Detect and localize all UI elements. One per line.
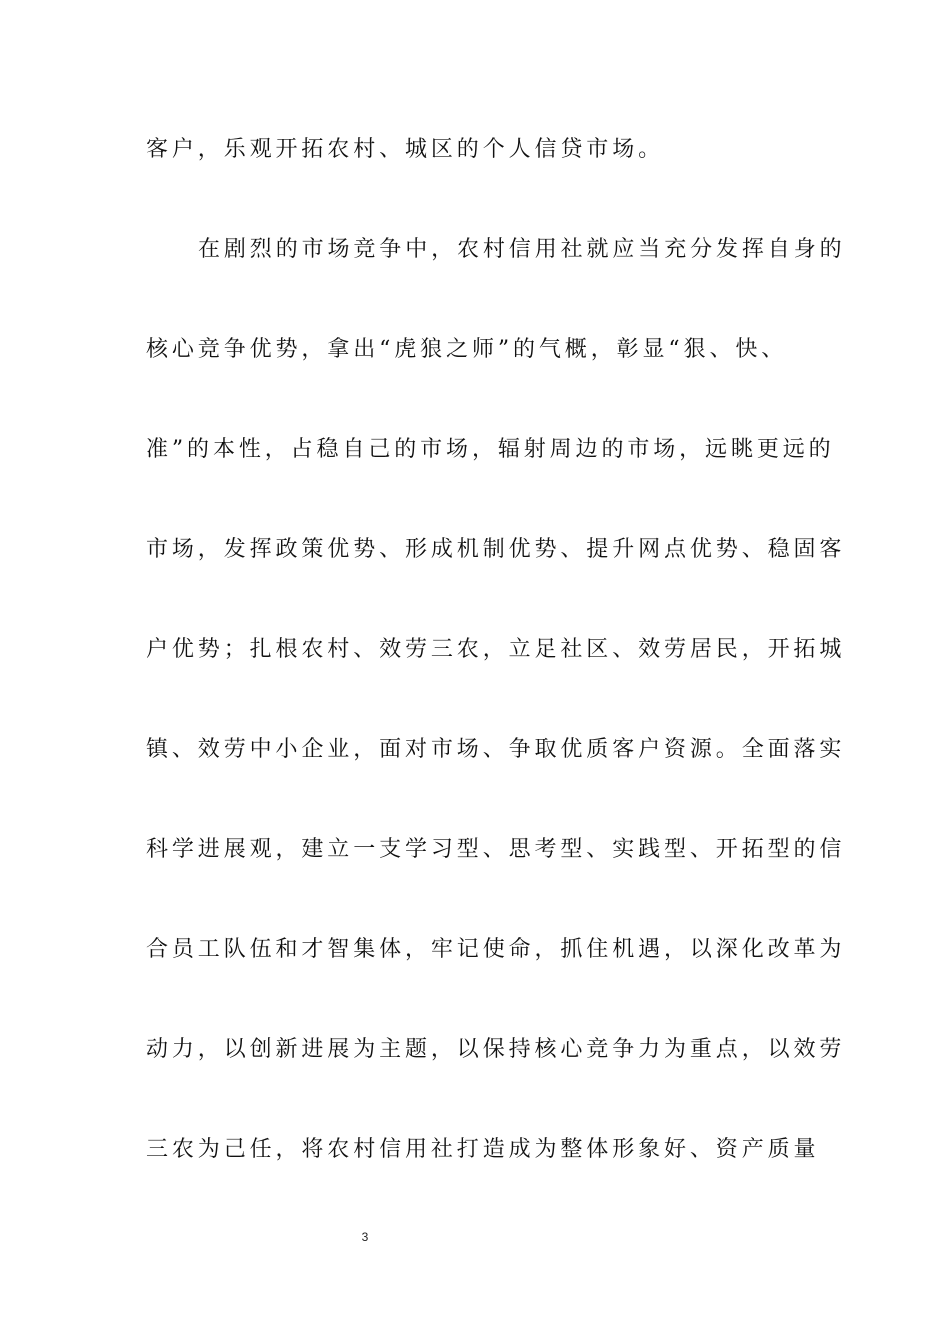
text-line-1: 客户，乐观开拓农村、城区的个人信贷市场。: [146, 137, 665, 162]
text-line-10: 动力，以创新进展为主题，以保持核心竞争力为重点，以效劳: [146, 1037, 846, 1062]
text-line-8: 科学进展观，建立一支学习型、思考型、实践型、开拓型的信: [146, 837, 846, 862]
text-line-2: 在剧烈的市场竞争中，农村信用社就应当充分发挥自身的: [198, 237, 846, 262]
page-number: 3: [361, 1230, 369, 1244]
text-line-3: 核心竞争优势，拿出“虎狼之师”的气概，彰显“狠、快、: [146, 337, 788, 362]
text-line-11: 三农为己任，将农村信用社打造成为整体形象好、资产质量: [146, 1137, 820, 1162]
text-line-9: 合员工队伍和才智集体，牢记使命，抓住机遇，以深化改革为: [146, 937, 846, 962]
text-line-5: 市场，发挥政策优势、形成机制优势、提升网点优势、稳固客: [146, 537, 846, 562]
text-line-6: 户优势；扎根农村、效劳三农，立足社区、效劳居民，开拓城: [146, 637, 846, 662]
text-line-4: 准”的本性，占稳自己的市场，辐射周边的市场，远眺更远的: [146, 437, 835, 462]
text-line-7: 镇、效劳中小企业，面对市场、争取优质客户资源。全面落实: [146, 737, 846, 762]
